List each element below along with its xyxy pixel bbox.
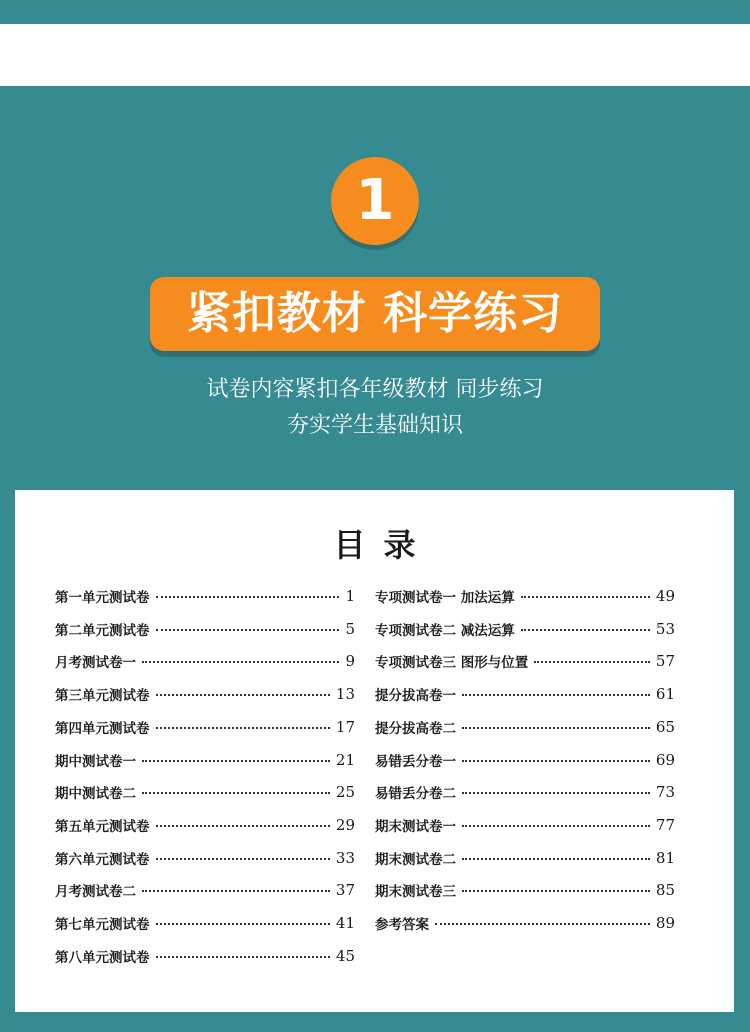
toc-leader-dots bbox=[156, 596, 340, 598]
toc-entry-page: 25 bbox=[335, 783, 355, 802]
toc-leader-dots bbox=[462, 727, 650, 729]
toc-leader-dots bbox=[521, 629, 650, 631]
toc-entry[interactable] bbox=[375, 716, 675, 738]
toc-entry-title: 专项测试卷一 加法运算 bbox=[375, 590, 515, 606]
toc-leader-dots bbox=[142, 661, 339, 663]
toc-entry[interactable] bbox=[55, 912, 355, 934]
toc-entry-page: 65 bbox=[655, 717, 675, 736]
toc-entry-page: 29 bbox=[335, 815, 355, 834]
subtitle-line-1: 试卷内容紧扣各年级教材 同步练习 bbox=[206, 377, 544, 402]
toc-entry-page: 81 bbox=[655, 848, 675, 867]
toc-entry-page: 61 bbox=[655, 685, 675, 704]
toc-entry-title: 第一单元测试卷 bbox=[55, 590, 150, 606]
toc-leader-dots bbox=[142, 760, 330, 762]
white-band bbox=[0, 24, 750, 86]
toc-entry-title: 提分拔高卷一 bbox=[375, 688, 456, 705]
toc-entry-title: 第八单元测试卷 bbox=[55, 949, 150, 966]
toc-entry-page: 57 bbox=[655, 652, 675, 671]
toc-leader-dots bbox=[156, 727, 330, 729]
toc-entry-page: 41 bbox=[335, 914, 355, 932]
toc-entry-title: 期末测试卷一 bbox=[375, 818, 456, 835]
toc-leader-dots bbox=[156, 629, 340, 631]
toc-leader-dots bbox=[156, 956, 330, 958]
toc-entry[interactable] bbox=[375, 847, 675, 869]
toc-leader-dots bbox=[521, 596, 650, 598]
toc-entry-title: 第六单元测试卷 bbox=[55, 851, 150, 868]
toc-entry-page: 13 bbox=[335, 685, 355, 704]
toc-entry-page: 89 bbox=[655, 914, 675, 932]
toc-entry-title: 第三单元测试卷 bbox=[55, 688, 150, 705]
toc-entry[interactable] bbox=[55, 585, 355, 607]
section-number-badge: 1 bbox=[331, 157, 419, 245]
toc-leader-dots bbox=[462, 890, 650, 892]
toc-entry[interactable] bbox=[375, 912, 675, 934]
toc-entry-title: 第四单元测试卷 bbox=[55, 720, 150, 737]
toc-entry[interactable] bbox=[375, 879, 675, 901]
toc-entry-page: 49 bbox=[655, 587, 675, 605]
toc-entry[interactable] bbox=[55, 814, 355, 836]
toc-leader-dots bbox=[156, 858, 330, 860]
toc-entry-title: 期末测试卷三 bbox=[375, 884, 456, 901]
toc-entry[interactable] bbox=[375, 650, 675, 672]
toc-entry[interactable] bbox=[55, 781, 355, 803]
toc-entry[interactable] bbox=[55, 618, 355, 640]
toc-entry-title: 易错丢分卷二 bbox=[375, 786, 456, 803]
top-strip bbox=[0, 0, 750, 24]
toc-entry[interactable] bbox=[55, 650, 355, 672]
toc-entry[interactable] bbox=[375, 683, 675, 705]
toc-entry[interactable] bbox=[375, 618, 675, 640]
toc-entry-page: 33 bbox=[335, 848, 355, 867]
toc-leader-dots bbox=[462, 694, 650, 696]
toc-entry-page: 1 bbox=[345, 587, 355, 605]
toc-leader-dots bbox=[156, 825, 330, 827]
toc-entry-page: 9 bbox=[345, 652, 355, 671]
toc-entry[interactable] bbox=[55, 749, 355, 771]
toc-leader-dots bbox=[462, 825, 650, 827]
toc-entry[interactable] bbox=[55, 945, 355, 967]
toc-entry-title: 专项测试卷三 图形与位置 bbox=[375, 655, 529, 672]
toc-leader-dots bbox=[435, 923, 650, 925]
toc-leader-dots bbox=[462, 760, 650, 762]
toc-entry-title: 提分拔高卷二 bbox=[375, 720, 456, 737]
toc-entry-title: 参考答案 bbox=[375, 917, 429, 933]
toc-entry[interactable] bbox=[55, 716, 355, 738]
toc-entry[interactable] bbox=[375, 814, 675, 836]
toc-leader-dots bbox=[156, 923, 330, 925]
toc-entry-title: 第五单元测试卷 bbox=[55, 818, 150, 835]
toc-entry[interactable] bbox=[55, 847, 355, 869]
toc-leader-dots bbox=[142, 792, 330, 794]
toc-entry-page: 53 bbox=[655, 619, 675, 638]
toc-entry-page: 21 bbox=[335, 750, 355, 769]
toc-entry-page: 69 bbox=[655, 750, 675, 769]
toc-entry-title: 期中测试卷一 bbox=[55, 753, 136, 770]
toc-entry-page: 37 bbox=[335, 881, 355, 900]
toc-entry-title: 期末测试卷二 bbox=[375, 851, 456, 868]
toc-entry[interactable] bbox=[375, 781, 675, 803]
toc-entry-page: 73 bbox=[655, 783, 675, 802]
toc-entry-page: 45 bbox=[335, 946, 355, 965]
toc-entry[interactable] bbox=[55, 879, 355, 901]
toc-entry-page: 85 bbox=[655, 881, 675, 900]
toc-entry-title: 第七单元测试卷 bbox=[55, 917, 150, 933]
toc-leader-dots bbox=[462, 858, 650, 860]
toc-entry-title: 期中测试卷二 bbox=[55, 786, 136, 803]
toc-entry-title: 专项测试卷二 减法运算 bbox=[375, 622, 515, 639]
toc-leader-dots bbox=[142, 890, 330, 892]
section-title-banner: 紧扣教材 科学练习 bbox=[150, 277, 600, 351]
toc-entry-page: 77 bbox=[655, 815, 675, 834]
table-of-contents-panel bbox=[15, 490, 734, 1012]
toc-leader-dots bbox=[462, 792, 650, 794]
subtitle-line-2: 夯实学生基础知识 bbox=[286, 413, 463, 438]
toc-entry-title: 月考测试卷一 bbox=[55, 655, 136, 672]
toc-entry-page: 5 bbox=[345, 619, 355, 638]
toc-leader-dots bbox=[156, 694, 330, 696]
toc-entry-title: 月考测试卷二 bbox=[55, 884, 136, 901]
toc-leader-dots bbox=[534, 661, 650, 663]
toc-entry-title: 第二单元测试卷 bbox=[55, 622, 150, 639]
toc-entry-title: 易错丢分卷一 bbox=[375, 753, 456, 770]
toc-entry[interactable] bbox=[375, 749, 675, 771]
toc-entry[interactable] bbox=[375, 585, 675, 607]
toc-entry[interactable] bbox=[55, 683, 355, 705]
toc-entry-page: 17 bbox=[335, 717, 355, 736]
toc-heading: 目录 bbox=[333, 526, 434, 564]
